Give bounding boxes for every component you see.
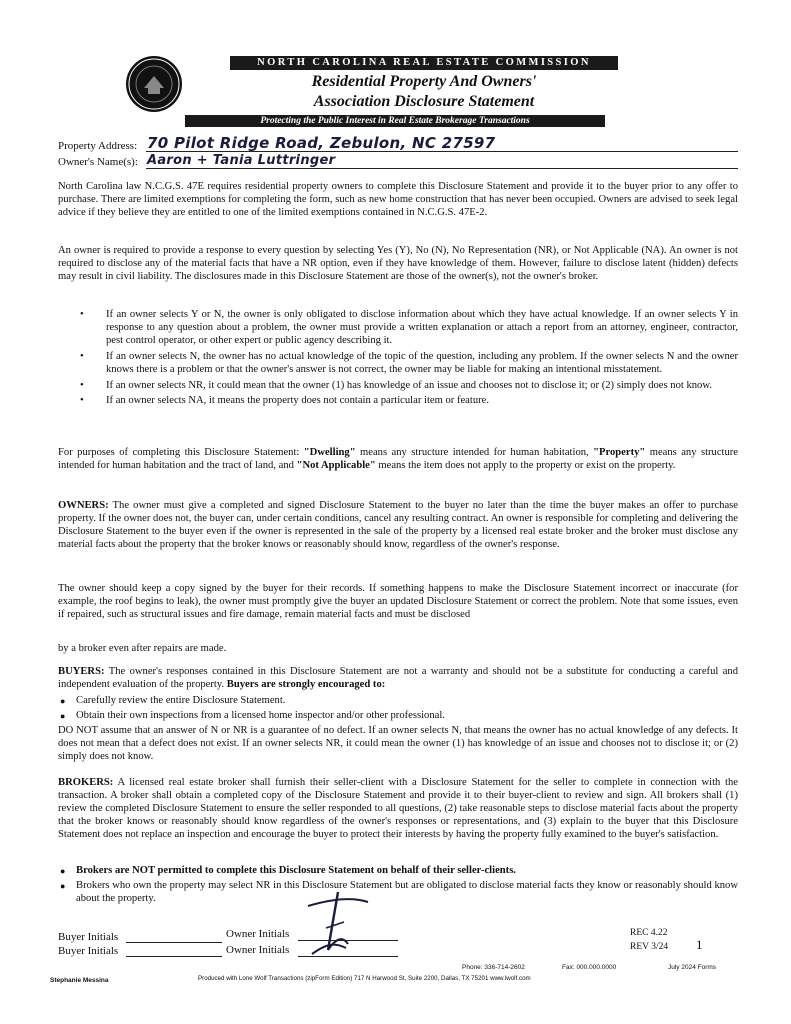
bullet-icon: • (80, 309, 84, 320)
definitions-paragraph: For purposes of completing this Disclosure Statement: "Dwelling" means any structure intended for human habitation, "Property" means any structure intended for human habitation and the tract of land, and "Not Applicable" means the item does not apply to the property or exist on the property. (58, 447, 739, 471)
bullet-icon: ● (60, 696, 66, 706)
intro-paragraph-law: North Carolina law N.C.G.S. 47E requires residential property owners to complete this Disclosure Statement and provide it to the buyer prior to any offer to purchase. There are limited exemptions for completing the form, such as new home construction that has never been occupied. Owners are advised to seek legal advice if they believe they are entitled to one of the limited exemptions contained in N.C.G.S. 47E-2. (58, 181, 738, 218)
form-code: REC 4.22 (630, 928, 668, 938)
buyers-heading: BUYERS: (58, 666, 105, 677)
commission-seal (126, 56, 182, 112)
footer-preparer: Stephanie Messina (50, 977, 109, 984)
list-item: • If an owner selects Y or N, the owner is only obligated to disclose information about which they have actual knowledge. If an owner selects Y in response to any question about a problem, the owner must provide a written explanation or attach a report from an attorney, engineer, contractor, pest control operator, or other expert or public agency describing it. (80, 309, 738, 346)
buyer-initials-field-1[interactable] (126, 930, 222, 943)
brokers-heading: BROKERS: (58, 777, 114, 788)
property-address-label: Property Address: (58, 140, 138, 152)
owner-initials-signature (298, 888, 378, 963)
response-options-list (58, 309, 738, 408)
owner-name-value: Aaron + Tania Luttringer (147, 153, 336, 168)
owner-initials-label-2: Owner Initials (226, 944, 290, 956)
tagline-banner: Protecting the Public Interest in Real Estate Brokerage Transactions (185, 115, 605, 127)
footer-phone: Phone: 336-714-2602 (462, 964, 525, 971)
owners-update-paragraph-end: by a broker even after repairs are made. (58, 643, 227, 654)
buyers-caution-paragraph: DO NOT assume that an answer of N or NR is a guarantee of no defect. If an owner selects N, that means the owner has no actual knowledge of any defects. It does not mean that a defect does not exist. If an owner selects NR, it could mean the owner (1) has knowledge of an issue and chooses not to disclose it; or (2) simply does not know. (58, 725, 738, 762)
page-number: 1 (696, 937, 703, 952)
bullet-icon: ● (60, 880, 66, 891)
owners-heading: OWNERS: (58, 500, 109, 511)
footer-produced-by: Produced with Lone Wolf Transactions (zipForm Edition) 717 N Harwood St, Suite 2200, Dallas, TX 75201 www.lwolf.com (198, 975, 531, 982)
list-item: ● Brokers who own the property may select NR in this Disclosure Statement but are obligated to disclose material facts they know or reasonably should know about the property. (60, 879, 738, 904)
form-title-line2: Association Disclosure Statement (313, 93, 535, 110)
buyer-initials-field-2[interactable] (126, 944, 222, 957)
owner-initials-label-1: Owner Initials (226, 928, 290, 940)
property-address-value: 70 Pilot Ridge Road, Zebulon, NC 27597 (147, 134, 496, 152)
buyer-initials-label-1: Buyer Initials (58, 931, 119, 943)
list-item: • If an owner selects NR, it could mean that the owner (1) has knowledge of an issue and chooses not to disclose it; or (2) simply does not know. (80, 379, 712, 391)
buyers-paragraph: BUYERS: The owner's responses contained in this Disclosure Statement are not a warranty and should not be a substitute for conducting a careful and independent evaluation of the property. Buyers are strongly encouraged to: (58, 666, 738, 690)
bullet-icon: ● (60, 710, 66, 721)
bullet-icon: • (80, 350, 84, 362)
list-item: • If an owner selects NA, it means the property does not contain a particular item or feature. (80, 395, 489, 407)
commission-banner: NORTH CAROLINA REAL ESTATE COMMISSION (230, 56, 618, 70)
form-title-line1: Residential Property And Owners' (311, 73, 537, 90)
list-item: ● Carefully review the entire Disclosure Statement. (60, 695, 286, 706)
brokers-list (58, 865, 738, 906)
buyer-initials-label-2: Buyer Initials (58, 945, 119, 957)
intro-paragraph-responses: An owner is required to provide a response to every question by selecting Yes (Y), No (N), No Representation (NR), or Not Applicable (NA). An owner is not required to disclose any of the material facts that have a NR option, even if they have knowledge of them. However, failure to disclose latent (hidden) defects may result in civil liability. The disclosures made in this Disclosure Statement are those of the owner(s), not the owner's broker. (58, 245, 738, 282)
footer-form-date: July 2024 Forms (668, 964, 717, 971)
owners-update-paragraph: The owner should keep a copy signed by the buyer for their records. If something happens to make the Disclosure Statement incorrect or inaccurate (for example, the roof begins to leak), the owner must promptly give the buyer an updated Disclosure Statement or correct the problem. Note that some issues, even if repaired, such as structural issues and fire damage, remain material facts and must be disclosed (58, 583, 738, 620)
buyers-list (58, 695, 738, 723)
list-item: ● Brokers are NOT permitted to complete this Disclosure Statement on behalf of their seller-clients. (60, 865, 516, 876)
brokers-paragraph: BROKERS: A licensed real estate broker shall furnish their seller-client with a Disclosure Statement for the seller to complete in connection with the transaction. A broker shall obtain a completed copy of the Disclosure Statement and provide it to their buyer-client to review and sign. All brokers shall (1) review the completed Disclosure Statement to ensure the seller responded to all questions, (2) take reasonable steps to disclose material facts about the property that the broker knows or reasonably should know regardless of the owner's responses or representations, and (3) explain to the buyer that this Disclosure Statement does not replace an inspection and encourage the buyer to protect their interests by having the property fully examined to the buyer's satisfaction. (58, 777, 738, 840)
owner-name-label: Owner's Name(s): (58, 156, 138, 168)
list-item: • If an owner selects N, the owner has no actual knowledge of the topic of the question, including any problem. If the owner selects N and the owner knows there is a problem or that the owner's answer is not correct, the owner may be liable for making an intentional misstatement. (80, 350, 738, 375)
list-item: ● Obtain their own inspections from a licensed home inspector and/or other professional. (60, 709, 445, 721)
form-revision: REV 3/24 (630, 942, 669, 952)
owners-paragraph: OWNERS: The owner must give a completed and signed Disclosure Statement to the buyer no later than the time the buyer makes an offer to purchase property. If the owner does not, the buyer can, under certain conditions, cancel any resulting contract. An owner is responsible for completing and delivering the Disclosure Statement to the buyer even if the owner is represented in the sale of the property by a licensed real estate broker and the broker must disclose any material facts about the property that the broker knows or reasonably should know, regardless of the owner's response. (58, 500, 738, 550)
bullet-icon: • (80, 379, 84, 391)
bullet-icon: ● (60, 866, 66, 876)
seal-emblem-icon (126, 56, 182, 112)
footer-fax: Fax: 000.000.0000 (562, 964, 617, 971)
bullet-icon: • (80, 395, 84, 407)
